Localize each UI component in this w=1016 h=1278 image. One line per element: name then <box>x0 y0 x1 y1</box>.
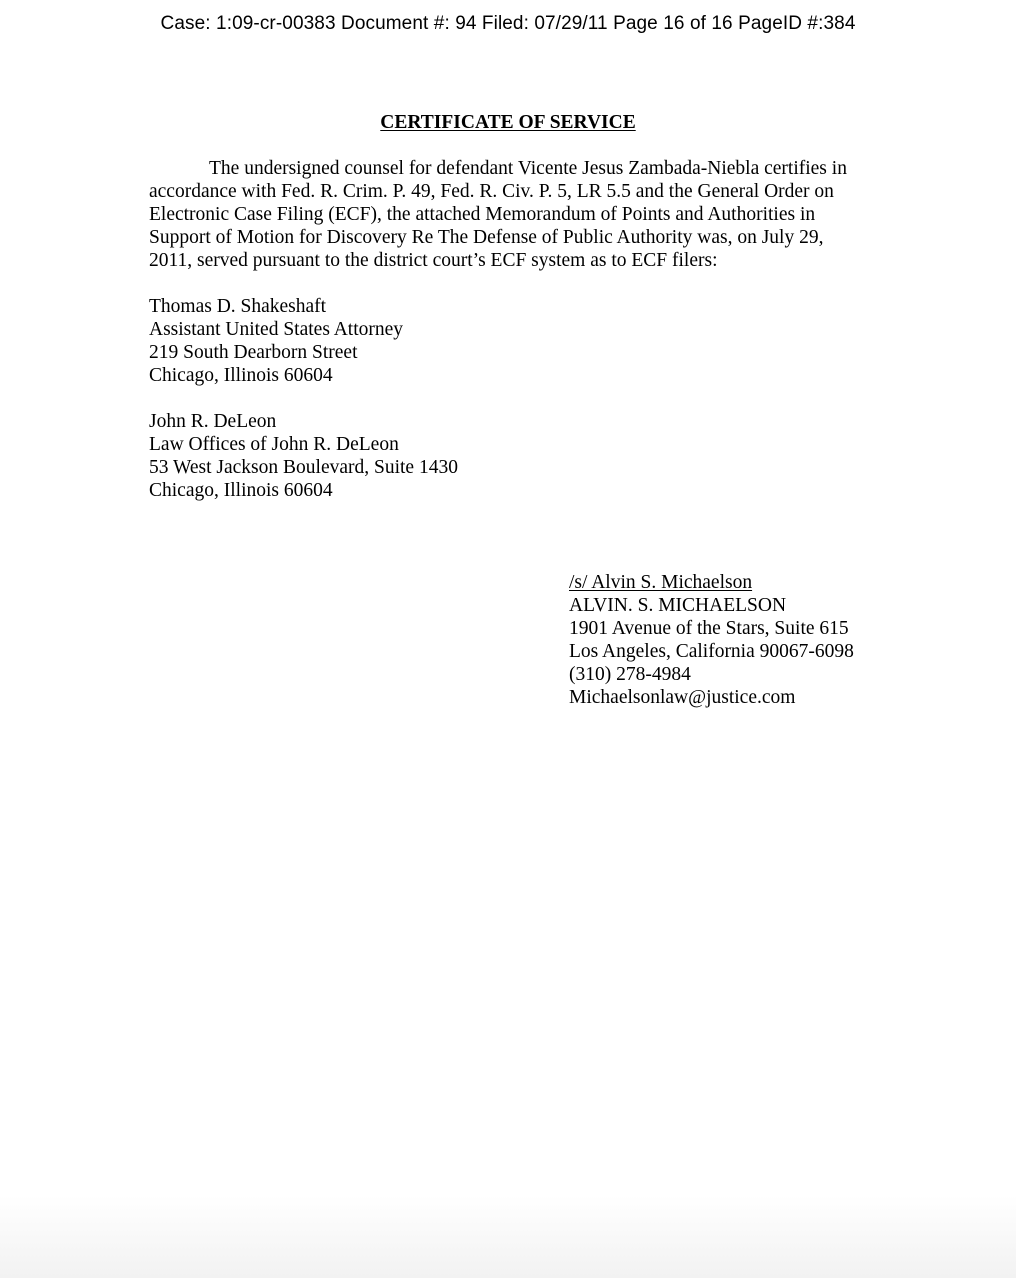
recipient-title: Law Offices of John R. DeLeon <box>149 434 399 455</box>
signer-email: Michaelsonlaw@justice.com <box>569 687 796 708</box>
signer-name: ALVIN. S. MICHAELSON <box>569 595 787 616</box>
body-line: Support of Motion for Discovery Re The Defense of Public Authority was, on July 29, <box>149 227 824 248</box>
filing-header: Case: 1:09-cr-00383 Document #: 94 Filed: 07/29/11 Page 16 of 16 PageID #:384 <box>160 13 856 34</box>
recipient-name: Thomas D. Shakeshaft <box>149 296 327 317</box>
recipient-city: Chicago, Illinois 60604 <box>149 365 333 386</box>
certificate-body <box>149 157 869 272</box>
signer-city: Los Angeles, California 90067-6098 <box>569 641 854 662</box>
body-line: 2011, served pursuant to the district court’s ECF system as to ECF filers: <box>149 250 718 271</box>
recipient-name: John R. DeLeon <box>149 411 277 432</box>
electronic-signature: /s/ Alvin S. Michaelson <box>569 572 753 593</box>
recipient-city: Chicago, Illinois 60604 <box>149 480 333 501</box>
recipient-title: Assistant United States Attorney <box>149 319 404 340</box>
recipient-address-shakeshaft <box>149 295 403 387</box>
signature-block <box>569 571 854 709</box>
body-line: accordance with Fed. R. Crim. P. 49, Fed. R. Civ. P. 5, LR 5.5 and the General Order on <box>149 181 834 202</box>
page-title: CERTIFICATE OF SERVICE <box>380 112 636 133</box>
recipient-address-deleon <box>149 410 458 502</box>
signer-street: 1901 Avenue of the Stars, Suite 615 <box>569 618 849 639</box>
signer-phone: (310) 278-4984 <box>569 664 691 685</box>
body-line: Electronic Case Filing (ECF), the attached Memorandum of Points and Authorities in <box>149 204 816 225</box>
recipient-street: 219 South Dearborn Street <box>149 342 358 363</box>
recipient-street: 53 West Jackson Boulevard, Suite 1430 <box>149 457 458 478</box>
body-line: The undersigned counsel for defendant Vicente Jesus Zambada-Niebla certifies in <box>209 158 847 179</box>
